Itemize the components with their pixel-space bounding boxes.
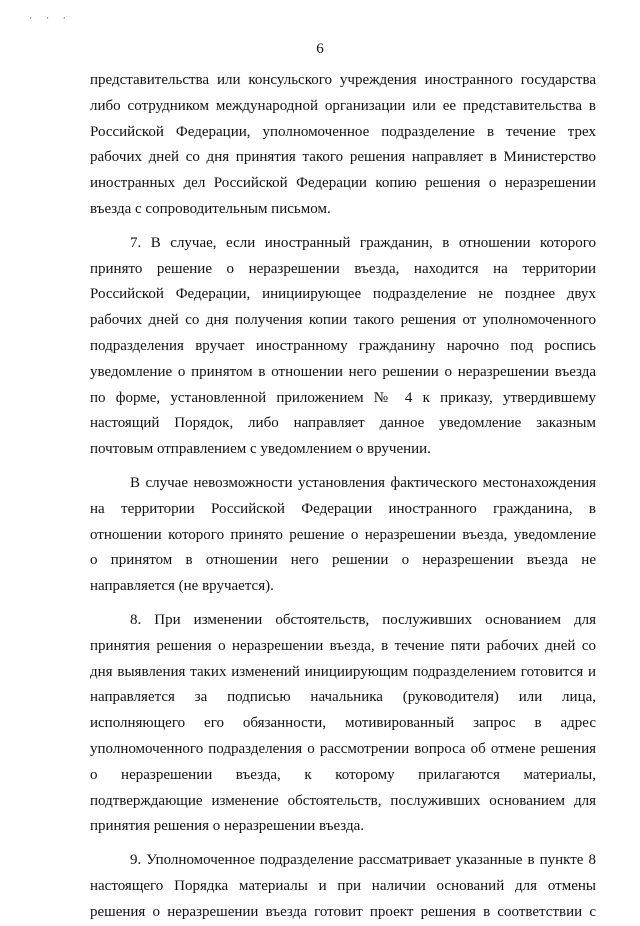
- text-line: иностранных дел Российской Федерации копию решения о неразрешении: [90, 175, 596, 192]
- text-line: настоящего Порядка материалы и при наличии оснований для отмены: [90, 877, 596, 894]
- text-line: Российской Федерации, уполномоченное подразделение в течение трех: [90, 123, 596, 140]
- paragraph-item-7-cont: [90, 471, 596, 600]
- text-line: решения о неразрешении въезда готовит проект решения в соответствии с: [90, 903, 596, 920]
- text-line: В случае невозможности установления фактического местонахождения: [130, 474, 596, 491]
- text-line: почтовым отправлением с уведомлением о вручении.: [90, 441, 431, 458]
- text-line: принятия решения о неразрешении въезда, в течение пяти рабочих дней со: [90, 637, 596, 654]
- text-line: рабочих дней со дня получения копии такого решения от уполномоченного: [90, 312, 596, 329]
- text-line: по форме, установленной приложением № 4 к приказу, утвердившему: [90, 389, 596, 406]
- text-line: Российской Федерации, инициирующее подразделение не позднее двух: [90, 286, 596, 303]
- paragraph-item-7: [90, 231, 596, 463]
- text-line: въезда с сопроводительным письмом.: [90, 200, 331, 217]
- text-line: подтверждающие изменение обстоятельств, послуживших основанием для: [90, 792, 596, 809]
- text-line: направляется (не вручается).: [90, 578, 274, 595]
- text-line: настоящий Порядок, либо направляет данное уведомление заказным: [90, 415, 596, 432]
- text-line: направляется за подписью начальника (руководителя) или лица,: [90, 689, 596, 706]
- text-line: принято решение о неразрешении въезда, находится на территории: [90, 260, 596, 277]
- text-line: исполняющего его обязанности, мотивированный запрос в адрес: [90, 715, 596, 732]
- text-line: уведомление о принятом в отношении него решении о неразрешении въезда: [90, 363, 596, 380]
- document-body: [90, 68, 596, 926]
- paragraph-item-9: [90, 848, 596, 925]
- text-line: представительства или консульского учреждения иностранного государства: [90, 72, 596, 88]
- page-number: 6: [316, 41, 324, 57]
- text-line: подразделения вручает иностранному гражданину нарочно под роспись: [90, 337, 596, 354]
- text-line: дня выявления таких изменений инициирующим подразделением готовится и: [90, 663, 596, 680]
- text-line: отношении которого принято решение о неразрешении въезда, уведомление: [90, 526, 596, 543]
- text-line: на территории Российской Федерации иностранного гражданина, в: [90, 500, 596, 517]
- scan-marks: · · ·: [28, 14, 71, 24]
- text-line: рабочих дней со дня принятия такого решения направляет в Министерство: [90, 149, 596, 166]
- paragraph-intro-continuation: [90, 68, 596, 223]
- text-line: 7. В случае, если иностранный гражданин, в отношении которого: [130, 234, 596, 251]
- text-line: принятия решения о неразрешении въезда.: [90, 818, 364, 835]
- text-line: о принятом в отношении него решении о неразрешении въезда не: [90, 552, 596, 569]
- text-line: 9. Уполномоченное подразделение рассматривает указанные в пункте 8: [130, 852, 596, 869]
- paragraph-item-8: [90, 608, 596, 840]
- text-line: 8. При изменении обстоятельств, послуживших основанием для: [130, 611, 596, 628]
- text-line: уполномоченного подразделения о рассмотрении вопроса об отмене решения: [90, 740, 596, 757]
- text-line: о неразрешении въезда, к которому прилагаются материалы,: [90, 766, 596, 783]
- text-line: либо сотрудником международной организации или ее представительства в: [90, 97, 596, 114]
